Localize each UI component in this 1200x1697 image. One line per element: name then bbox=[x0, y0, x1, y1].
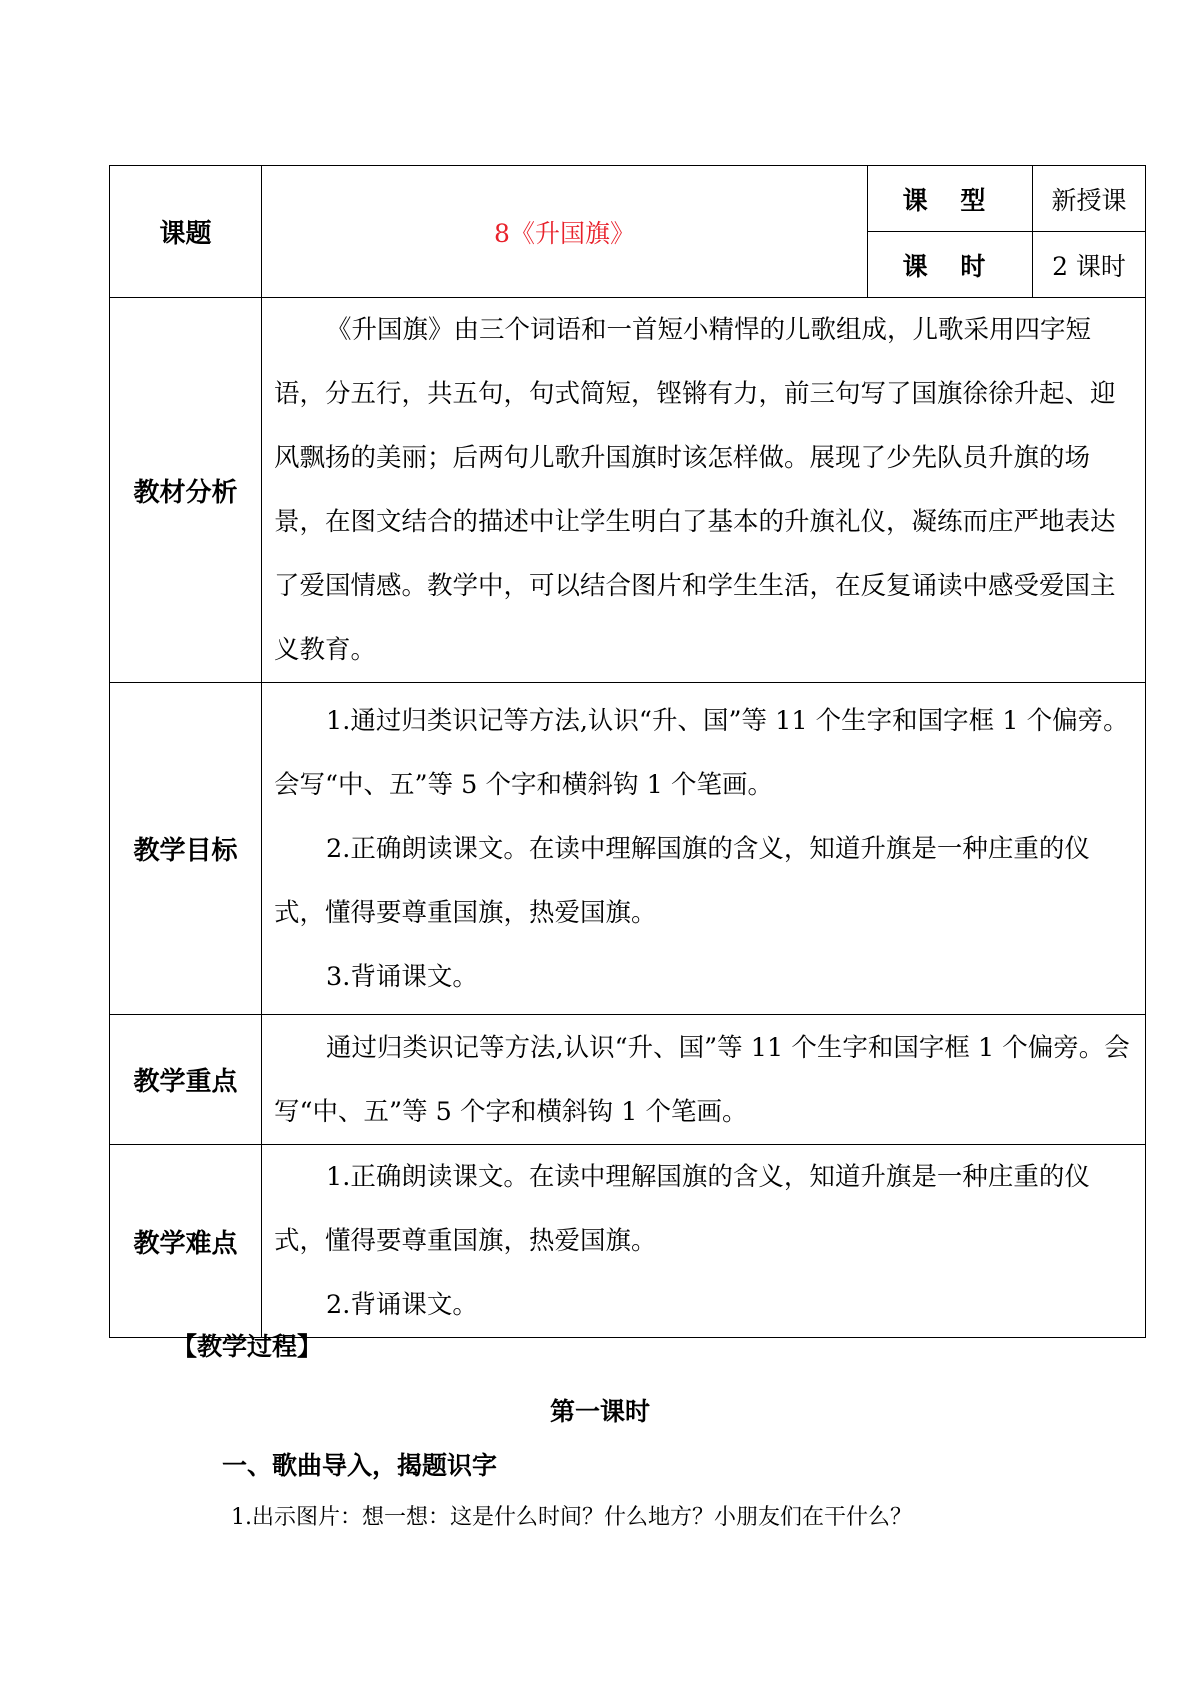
topic-label: 课题 bbox=[110, 166, 262, 298]
table-row bbox=[110, 683, 1146, 1015]
objectives-label: 教学目标 bbox=[110, 683, 262, 1015]
objective-item: 2.正确朗读课文。在读中理解国旗的含义，知道升旗是一种庄重的仪式，懂得要尊重国旗，热爱国旗。 bbox=[274, 833, 1090, 928]
analysis-label: 教材分析 bbox=[110, 298, 262, 683]
objective-item: 3.背诵课文。 bbox=[326, 961, 478, 992]
section-title: 一、歌曲导入，揭题识字 bbox=[222, 1451, 498, 1480]
difficulties-content bbox=[262, 1145, 1146, 1338]
lesson-plan-table bbox=[109, 165, 1146, 1338]
key-points-text: 通过归类识记等方法,认识“升、国”等 11 个生字和国字框 1 个偏旁。会写“中、五”等 5 个字和横斜钩 1 个笔画。 bbox=[274, 1032, 1130, 1127]
table-row bbox=[110, 1145, 1146, 1338]
difficulty-item: 1.正确朗读课文。在读中理解国旗的含义，知道升旗是一种庄重的仪式，懂得要尊重国旗，热爱国旗。 bbox=[274, 1162, 1090, 1256]
table-row bbox=[110, 1015, 1146, 1145]
difficulty-item: 2.背诵课文。 bbox=[326, 1290, 478, 1320]
objective-item: 1.通过归类识记等方法,认识“升、国”等 11 个生字和国字框 1 个偏旁。会写“中、五”等 5 个字和横斜钩 1 个笔画。 bbox=[274, 705, 1129, 800]
lesson-type-label: 课 型 bbox=[868, 166, 1033, 232]
difficulties-label: 教学难点 bbox=[110, 1145, 262, 1338]
table-row bbox=[110, 298, 1146, 683]
key-points-content bbox=[262, 1015, 1146, 1145]
analysis-text: 《升国旗》由三个词语和一首短小精悍的儿歌组成，儿歌采用四字短语，分五行，共五句，句式简短，铿锵有力，前三句写了国旗徐徐升起、迎风飘扬的美丽；后两句儿歌升国旗时该怎样做。展现了少先队员升旗的场景，在图文结合的描述中让学生明白了基本的升旗礼仪，凝练而庄严地表达了爱国情感。教学中，可以结合图片和学生生活，在反复诵读中感受爱国主义教育。 bbox=[274, 315, 1116, 665]
key-points-label: 教学重点 bbox=[110, 1015, 262, 1145]
process-heading: 【教学过程】 bbox=[172, 1332, 323, 1361]
lesson-title: 第一课时 bbox=[549, 1397, 650, 1426]
topic-title: 8《升国旗》 bbox=[262, 166, 868, 298]
class-hours-label: 课 时 bbox=[868, 232, 1033, 298]
analysis-content bbox=[262, 298, 1146, 683]
class-hours-value: 2 课时 bbox=[1033, 232, 1146, 298]
step-text: 1.出示图片：想一想：这是什么时间？什么地方？小朋友们在干什么？ bbox=[231, 1505, 912, 1530]
lesson-type-value: 新授课 bbox=[1033, 166, 1146, 232]
objectives-content bbox=[262, 683, 1146, 1015]
table-row bbox=[110, 166, 1146, 232]
